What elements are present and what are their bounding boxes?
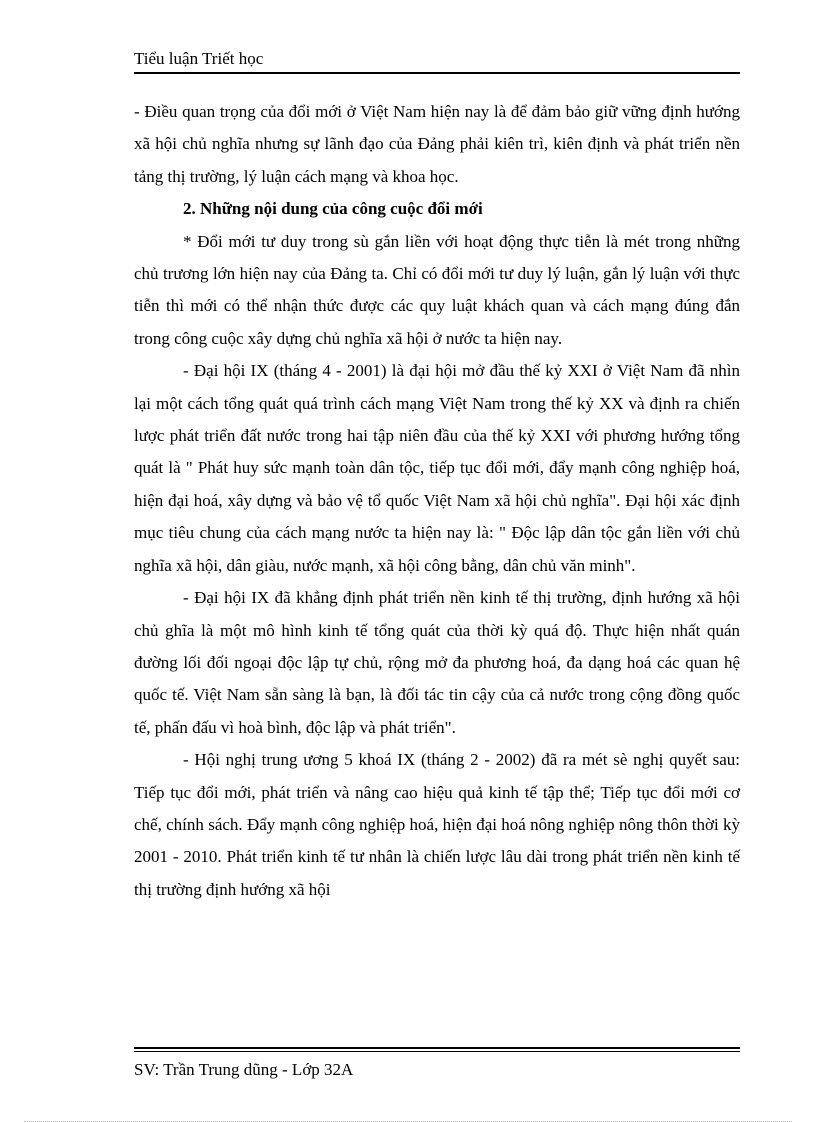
paragraph-thinking-reform: * Đổi mới tư duy trong sù gắn liền với hoạt động thực tiễn là mét trong những chủ trương lớn hiện nay của Đảng ta. Chỉ có đổi mới tư duy lý luận, gắn lý luận với thực tiễn thì mới có thể nhận thức được các quy luật khách quan và cách mạng đúng đắn trong công cuộc xây dựng chủ nghĩa xã hội ở nước ta hiện nay. [134,231,740,348]
page-edge [24,1121,792,1122]
paragraph-congress-ix: - Đại hội IX (tháng 4 - 2001) là đại hội mở đầu thế kỷ XXI ở Việt Nam đã nhìn lại một cách tổng quát quá trình cách mạng Việt Nam trong thế kỷ XX và định ra chiến lược phát triển đất nước trong hai tập niên đầu của thế kỷ XXI với phương hướng tổng quát là " Phát huy sức mạnh toàn dân tộc, tiếp tục đổi mới, đẩy mạnh công nghiệp hoá, hiện đại hoá, xây dựng và bảo vệ tổ quốc Việt Nam xã hội chủ nghĩa". Đại hội xác định mục tiêu chung của cách mạng nước ta hiện nay là: " Độc lập dân tộc gắn liền với chủ nghĩa xã hội, dân giàu, nước mạnh, xã hội công bằng, dân chủ văn minh". [134,361,740,575]
header-title: Tiểu luận Triết học [134,49,264,68]
page-footer [134,1047,740,1082]
footer-author: SV: Trần Trung dũng - Lớp 32A [134,1060,354,1079]
header-divider [134,72,740,74]
footer-divider-thin [134,1051,740,1052]
paragraph-plenum-5: - Hội nghị trung ương 5 khoá IX (tháng 2 - 2002) đã ra mét sè nghị quyết sau: Tiếp tục đổi mới, phát triển và nâng cao hiệu quả kinh tế tập thể; Tiếp tục đổi mới cơ chế, chính sách. Đẩy mạnh công nghiệp hoá, hiện đại hoá nông nghiệp nông thôn thời kỳ 2001 - 2010. Phát triển kinh tế tư nhân là chiến lược lâu dài trong phát triển nền kinh tế thị trường định hướng xã hội [134,750,740,899]
section-heading: 2. Những nội dung của công cuộc đổi mới [183,199,483,219]
footer-divider [134,1047,740,1049]
document-body [134,96,740,906]
paragraph-intro: - Điều quan trọng của đổi mới ở Việt Nam hiện nay là để đảm bảo giữ vững định hướng xã hội chủ nghĩa nhưng sự lãnh đạo của Đảng phải kiên trì, kiên định và phát triển nền tảng thị trường, lý luận cách mạng và khoa học. [134,102,740,186]
paragraph-market-economy: - Đại hội IX đã khẳng định phát triển nền kinh tế thị trường, định hướng xã hội chủ ghĩa là một mô hình kinh tế tổng quát của thời kỳ quá độ. Thực hiện nhất quán đường lối đối ngoại độc lập tự chủ, rộng mở đa phương hoá, đa dạng hoá các quan hệ quốc tế. Việt Nam sẵn sàng là bạn, là đối tác tin cậy của cả nước trong cộng đồng quốc tế, phấn đấu vì hoà bình, độc lập và phát triển". [134,588,740,737]
page-header [134,48,740,74]
